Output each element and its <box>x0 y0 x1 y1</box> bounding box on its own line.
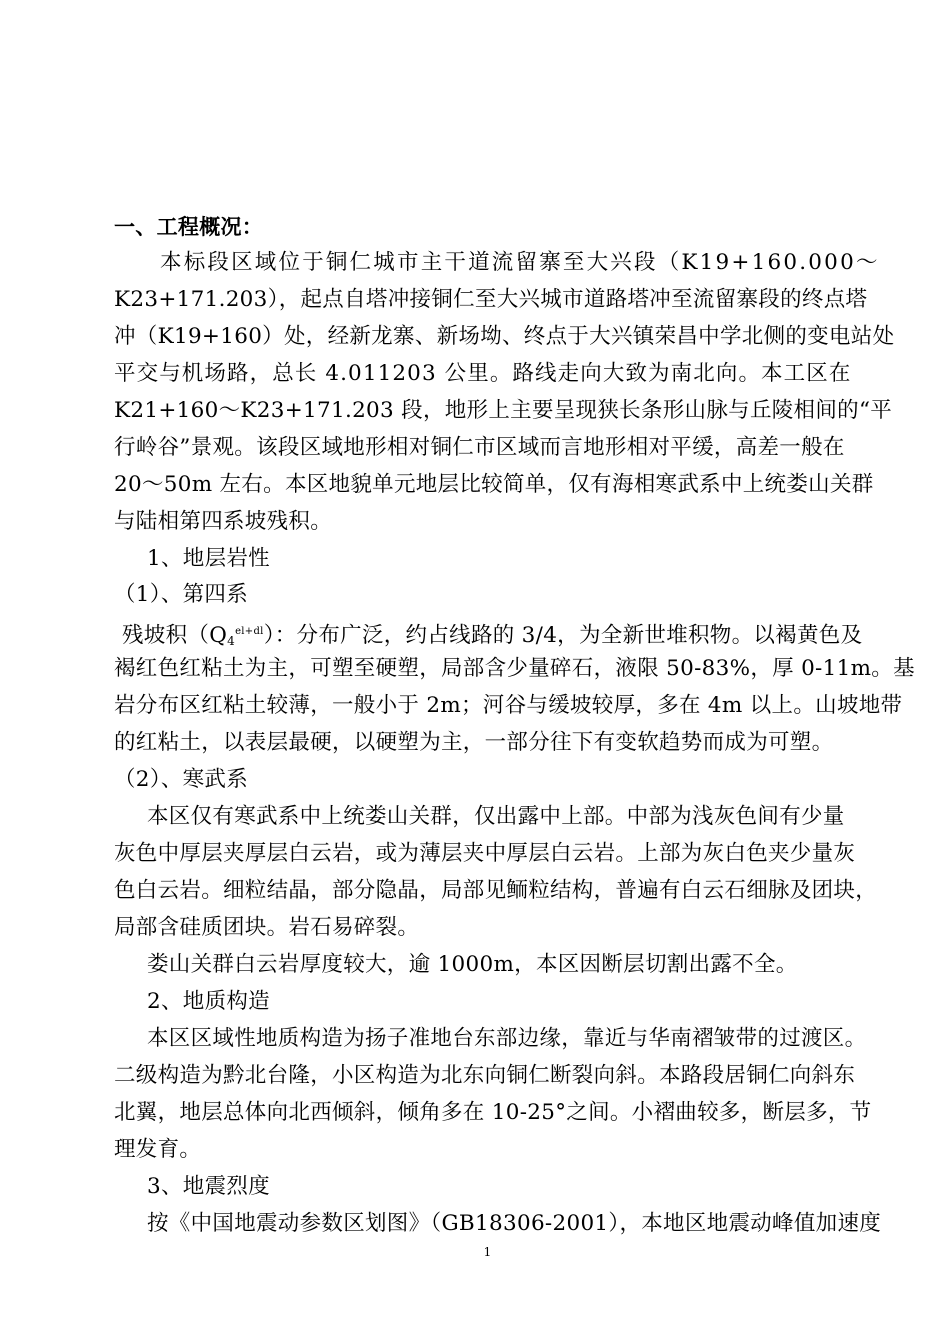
paragraph-line: 岩分布区红粘土较薄，一般小于 2m；河谷与缓坡较厚，多在 4m 以上。山坡地带 <box>114 693 903 718</box>
paragraph-line: 理发育。 <box>114 1137 202 1162</box>
paragraph-line: 二级构造为黔北台隆，小区构造为北东向铜仁断裂向斜。本路段居铜仁向斜东 <box>114 1063 856 1088</box>
paragraph-line: 平交与机场路，总长 4.011203 公里。路线走向大致为南北向。本工区在 <box>114 361 852 386</box>
paragraph-line: 灰色中厚层夹厚层白云岩，或为薄层夹中厚层白云岩。上部为灰白色夹少量灰 <box>114 841 856 866</box>
paragraph-line: 的红粘土，以表层最硬，以硬塑为主，一部分往下有变软趋势而成为可塑。 <box>114 730 834 755</box>
subsection-heading: 3、地震烈度 <box>147 1174 270 1199</box>
paragraph-line: 20～50m 左右。本区地貌单元地层比较简单，仅有海相寒武系中上统娄山关群 <box>114 472 874 497</box>
paragraph-line: 色白云岩。细粒结晶，部分隐晶，局部见鲕粒结构，普遍有白云石细脉及团块， <box>114 878 878 903</box>
subscript-text: 4 <box>227 634 236 648</box>
text-run: 残坡积（Q <box>122 623 228 648</box>
section-heading: 一、工程概况： <box>114 215 264 239</box>
subsection-heading: （2）、寒武系 <box>114 767 249 792</box>
paragraph-line: 按《中国地震动参数区划图》（GB18306-2001），本地区地震动峰值加速度 <box>147 1211 882 1236</box>
text-run: ）：分布广泛，约占线路的 3/4，为全新世堆积物。以褐黄色及 <box>263 623 863 648</box>
paragraph-line: 本区仅有寒武系中上统娄山关群，仅出露中上部。中部为浅灰色间有少量 <box>147 804 845 829</box>
subsection-heading: （1）、第四系 <box>114 582 249 607</box>
superscript-text: el+dl <box>235 626 264 637</box>
paragraph-line: 行岭谷”景观。该段区域地形相对铜仁市区域而言地形相对平缓，高差一般在 <box>114 435 845 460</box>
page-number: 1 <box>483 1245 492 1259</box>
subsection-heading: 2、地质构造 <box>147 989 270 1014</box>
paragraph-line: K23+171.203），起点自塔冲接铜仁至大兴城市道路塔冲至流留寨段的终点塔 <box>114 287 868 312</box>
paragraph-line: K21+160～K23+171.203 段，地形上主要呈现狭长条形山脉与丘陵相间的“平 <box>114 398 893 423</box>
paragraph-line: 娄山关群白云岩厚度较大，逾 1000m，本区因断层切割出露不全。 <box>147 952 798 977</box>
paragraph-line: 冲（K19+160）处，经新龙寨、新场坳、终点于大兴镇荣昌中学北侧的变电站处 <box>114 324 895 349</box>
paragraph-line: 本区区域性地质构造为扬子准地台东部边缘，靠近与华南褶皱带的过渡区。 <box>147 1026 867 1051</box>
paragraph-line: 本标段区域位于铜仁城市主干道流留寨至大兴段（K19+160.000～ <box>160 250 880 275</box>
paragraph-line: 褐红色红粘土为主，可塑至硬塑，局部含少量碎石，液限 50-83%，厚 0-11m。基 <box>114 656 915 681</box>
subsection-heading: 1、地层岩性 <box>147 546 270 571</box>
paragraph-line: 北翼，地层总体向北西倾斜，倾角多在 10-25°之间。小褶曲较多，断层多，节 <box>114 1100 872 1125</box>
paragraph-line: 与陆相第四系坡残积。 <box>114 509 333 534</box>
paragraph-line: 局部含硅质团块。岩石易碎裂。 <box>114 915 420 940</box>
